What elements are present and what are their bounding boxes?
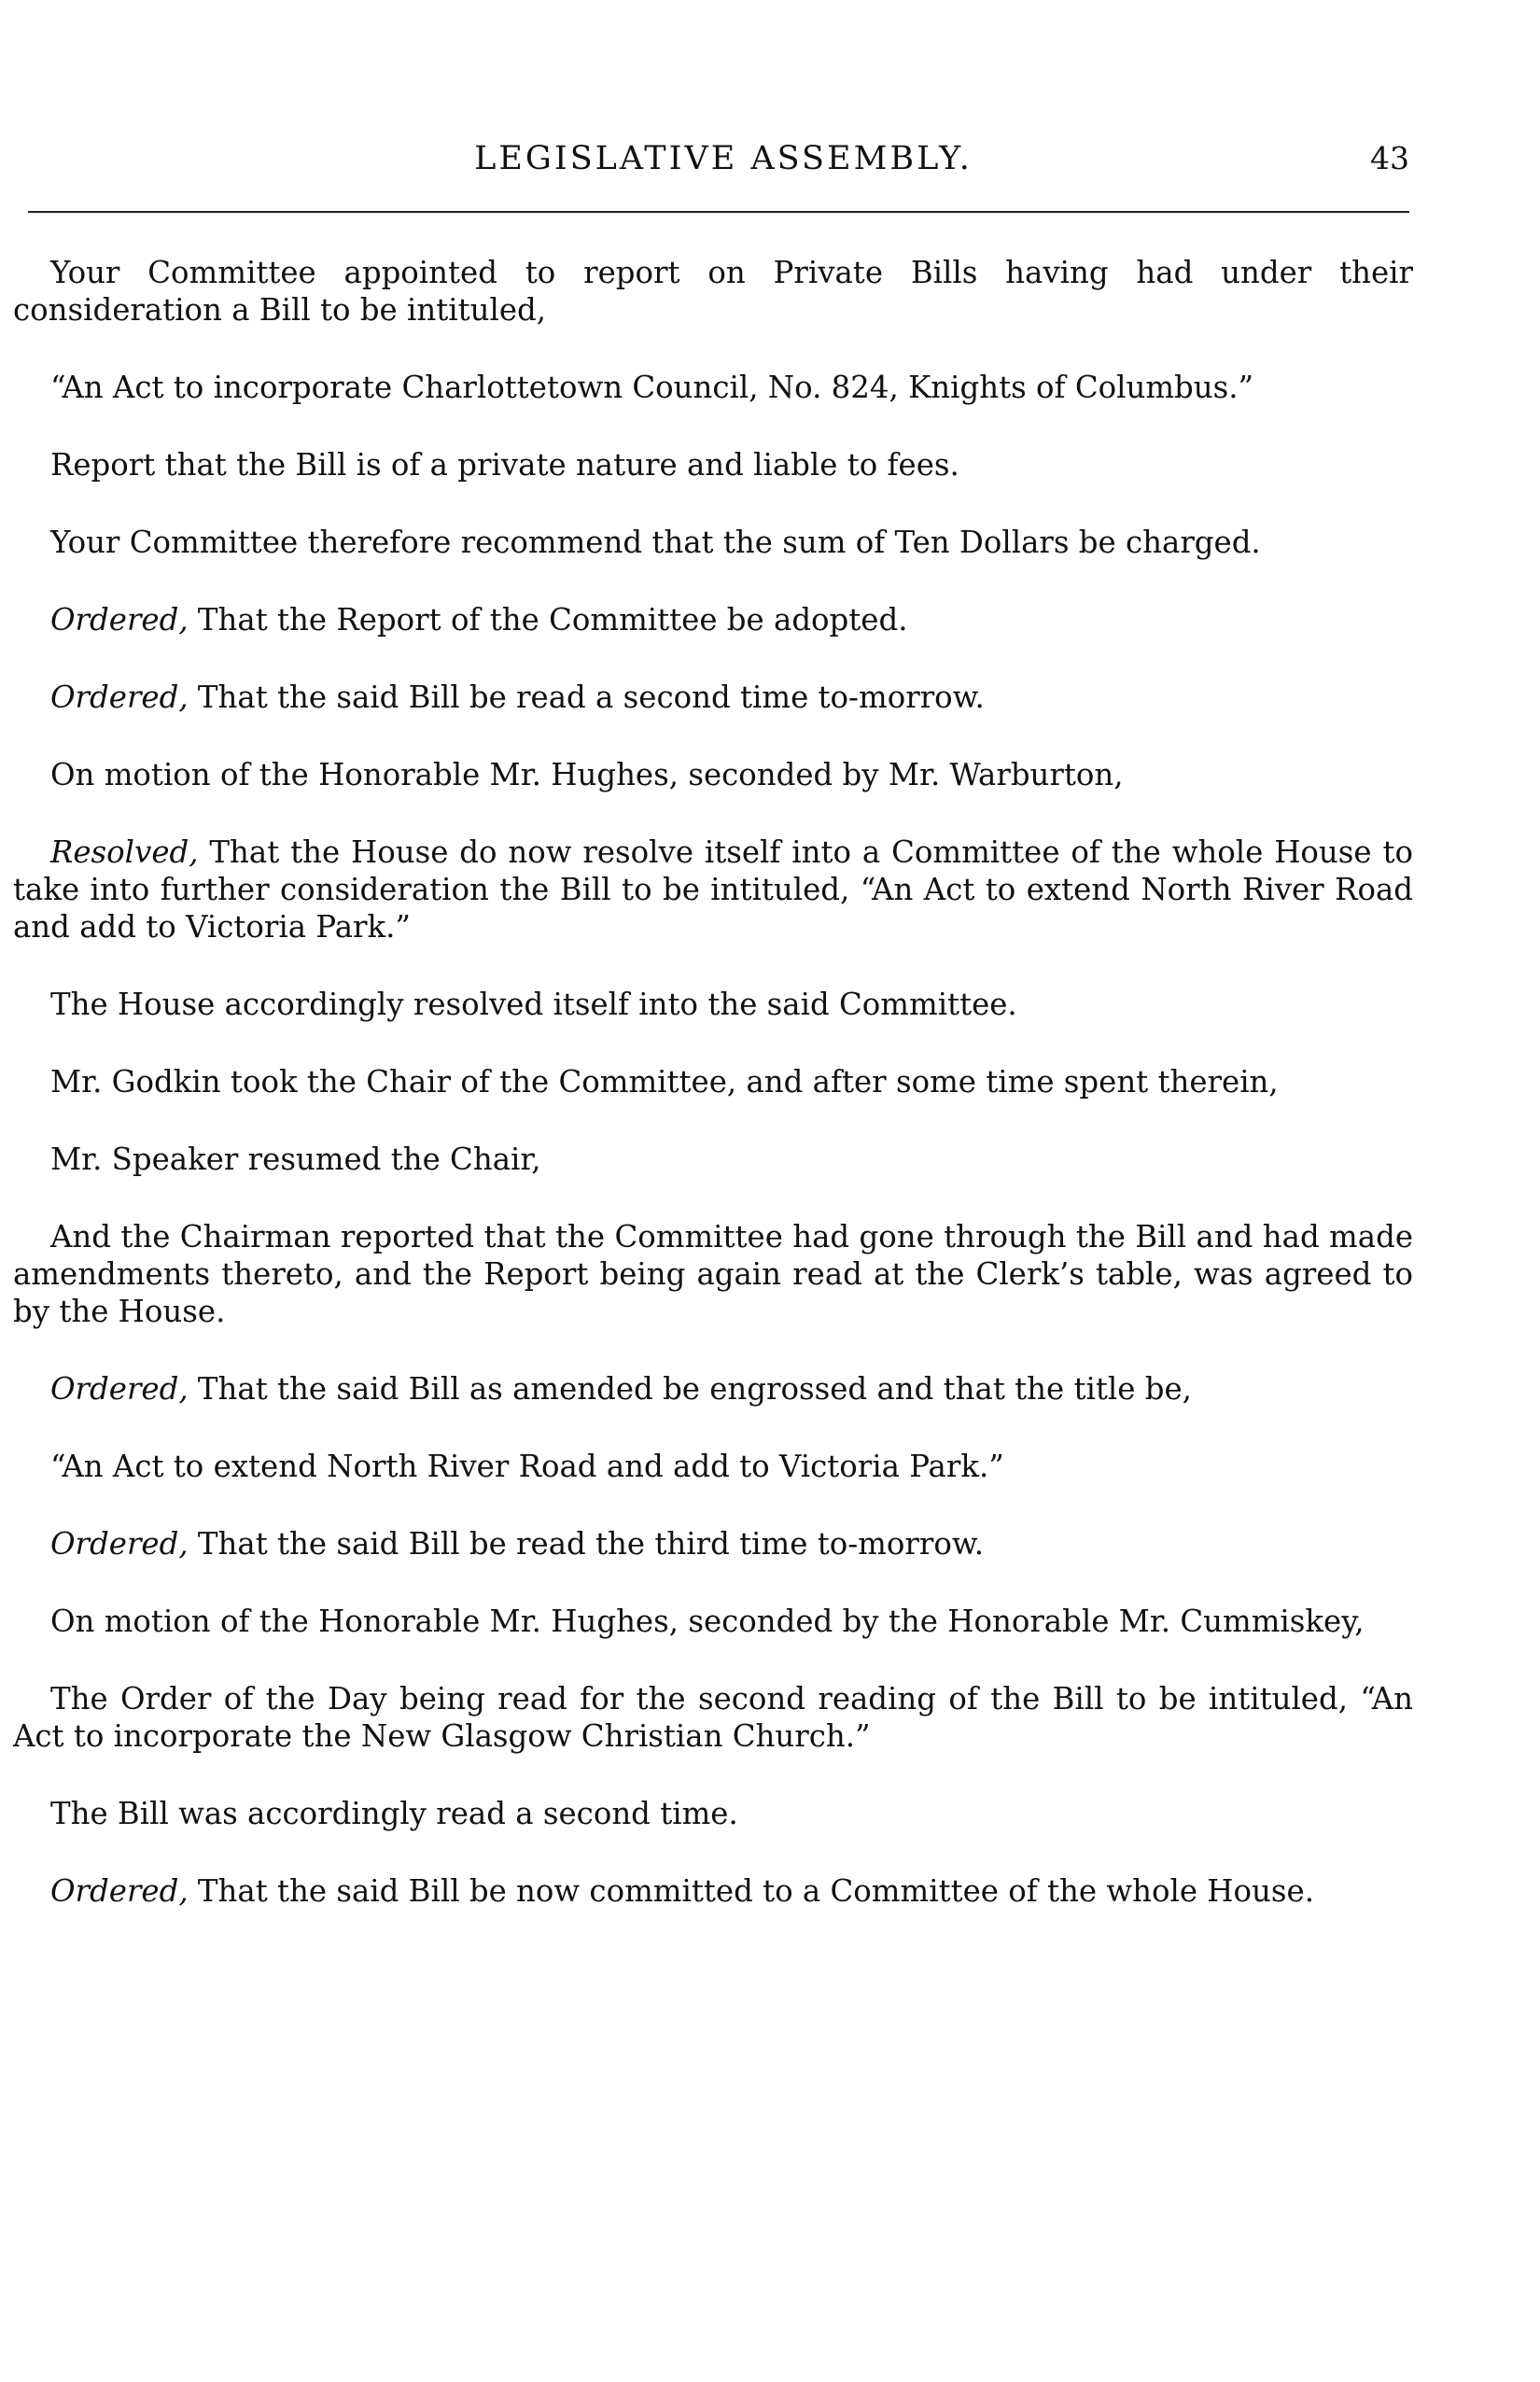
paragraph-text: That the said Bill be read a second time to-morrow. xyxy=(188,680,985,715)
page-header xyxy=(37,140,1409,187)
paragraph xyxy=(13,1525,1413,1562)
paragraph-text: And the Chairman reported that the Committee had gone through the Bill and had made amendments thereto, and the Report being again read at the Clerk’s table, was agreed to by the House. xyxy=(13,1219,1413,1329)
paragraph-text: That the said Bill be read the third time to-morrow. xyxy=(188,1526,985,1562)
paragraph xyxy=(13,756,1413,793)
paragraph xyxy=(13,1448,1413,1485)
paragraph xyxy=(13,1370,1413,1408)
paragraph-lead: Ordered, xyxy=(50,1371,189,1407)
paragraph xyxy=(13,1063,1413,1100)
paragraph-text: “An Act to incorporate Charlottetown Council, No. 824, Knights of Columbus.” xyxy=(50,370,1254,405)
running-title: LEGISLATIVE ASSEMBLY. xyxy=(474,140,973,177)
paragraph-lead: Ordered, xyxy=(50,1526,189,1562)
paragraph-text: That the said Bill be now committed to a Committee of the whole House. xyxy=(188,1873,1314,1909)
paragraph-lead: Ordered, xyxy=(50,1873,189,1909)
paragraph xyxy=(13,601,1413,638)
paragraph xyxy=(13,1872,1413,1910)
paragraph-text: That the House do now resolve itself into a Committee of the whole House to take into further consideration the Bill to be intituled, “An Act to extend North River Road and add to Victoria Park.” xyxy=(13,834,1413,945)
paragraph xyxy=(13,679,1413,716)
journal-body xyxy=(13,254,1413,1910)
paragraph-text: That the Report of the Committee be adopted. xyxy=(188,602,908,638)
paragraph-text: “An Act to extend North River Road and add to Victoria Park.” xyxy=(50,1449,1004,1484)
paragraph xyxy=(13,1680,1413,1755)
paragraph xyxy=(13,1218,1413,1330)
paragraph-text: The House accordingly resolved itself into the said Committee. xyxy=(50,987,1017,1022)
paragraph-text: Report that the Bill is of a private nature and liable to fees. xyxy=(50,447,959,483)
paragraph-text: That the said Bill as amended be engrossed and that the title be, xyxy=(188,1371,1192,1407)
paragraph xyxy=(13,254,1413,329)
paragraph-text: On motion of the Honorable Mr. Hughes, seconded by the Honorable Mr. Cummiskey, xyxy=(50,1604,1365,1639)
paragraph xyxy=(13,834,1413,946)
page-number: 43 xyxy=(1370,140,1409,176)
paragraph-text: Your Committee appointed to report on Private Bills having had under their consideration a Bill to be intituled, xyxy=(13,255,1413,328)
paragraph xyxy=(13,1141,1413,1178)
paragraph xyxy=(13,986,1413,1023)
paragraph-text: On motion of the Honorable Mr. Hughes, seconded by Mr. Warburton, xyxy=(50,757,1124,792)
paragraph xyxy=(13,1603,1413,1640)
paragraph-text: Mr. Speaker resumed the Chair, xyxy=(50,1142,541,1177)
header-rule xyxy=(28,211,1409,213)
paragraph-lead: Ordered, xyxy=(50,602,189,638)
paragraph xyxy=(13,524,1413,561)
paragraph xyxy=(13,446,1413,483)
paragraph xyxy=(13,369,1413,406)
paragraph-text: The Bill was accordingly read a second time. xyxy=(50,1796,738,1831)
paragraph-text: Mr. Godkin took the Chair of the Committee, and after some time spent therein, xyxy=(50,1064,1279,1100)
paragraph-text: Your Committee therefore recommend that the sum of Ten Dollars be charged. xyxy=(50,525,1261,560)
paragraph-lead: Resolved, xyxy=(50,834,199,870)
paragraph-lead: Ordered, xyxy=(50,680,189,715)
paragraph xyxy=(13,1795,1413,1832)
paragraph-text: The Order of the Day being read for the second reading of the Bill to be intituled, “An Act to incorporate the New Glasgow Christian Church.” xyxy=(13,1681,1413,1754)
